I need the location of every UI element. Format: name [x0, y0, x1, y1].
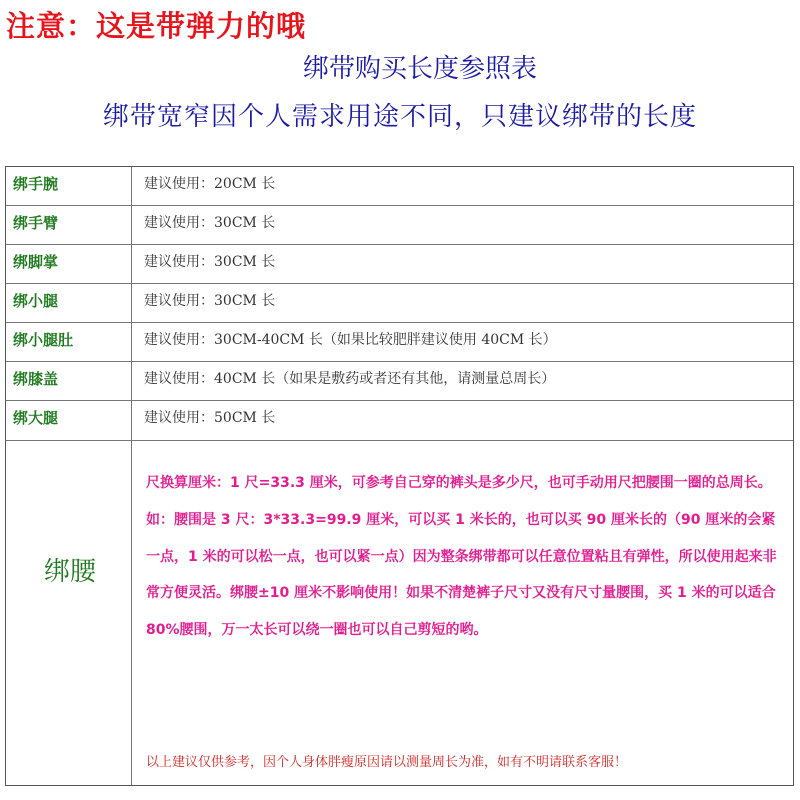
table-row — [6, 284, 793, 323]
disclaimer-note: 以上建议仅供参考，因个人身体胖瘦原因请以测量周长为准，如有不明请联系客服！ — [146, 755, 628, 770]
row-value: 建议使用：30CM 长 — [144, 293, 276, 309]
table-row — [6, 362, 793, 401]
row-value: 建议使用：20CM 长 — [144, 176, 276, 192]
table-row — [6, 167, 793, 206]
row-value: 建议使用：30CM 长 — [144, 215, 276, 231]
row-value: 建议使用：30CM-40CM 长（如果比较肥胖建议使用 40CM 长） — [144, 332, 557, 348]
table-row — [6, 401, 793, 441]
row-label: 绑大腿 — [6, 401, 132, 440]
row-value: 建议使用：50CM 长 — [144, 410, 276, 426]
row-value: 建议使用：30CM 长 — [144, 254, 276, 270]
waist-label-cell — [6, 441, 132, 785]
page-title: 绑带购买长度参照表 — [302, 54, 537, 84]
table-row — [6, 245, 793, 284]
waist-label: 绑腰 — [44, 557, 97, 587]
table-row — [6, 323, 793, 362]
table-row — [6, 206, 793, 245]
row-label: 绑小腿肚 — [6, 323, 132, 361]
row-label: 绑脚掌 — [6, 245, 132, 283]
row-label: 绑手腕 — [6, 167, 132, 205]
length-reference-table — [5, 166, 794, 786]
row-label: 绑膝盖 — [6, 362, 132, 400]
row-label: 绑小腿 — [6, 284, 132, 322]
row-label: 绑手臂 — [6, 206, 132, 244]
row-value: 建议使用：40CM 长（如果是敷药或者还有其他，请测量总周长） — [144, 371, 556, 387]
waist-instructions: 尺换算厘米：1 尺=33.3 厘米，可参考自己穿的裤头是多少尺，也可手动用尺把腰围一圈的总周长。如：腰围是 3 尺：3*33.3=99.9 厘米，可以买 1 米长的，也可以买 90 厘米长的（90 厘米的会紧一点，1 米的可以松一点，也可以紧一点）因为整条绑带都可以任意位置粘且有弹性，所以使用起来非常方便灵活。绑腰±10 厘米不影响使用！如果不清楚裤子尺寸又没有尺寸量腰围，买 1 米的可以适合 80%腰围，万一太长可以绕一圈也可以自己剪短的哟。 — [146, 475, 777, 639]
page-subtitle: 绑带宽窄因个人需求用途不同，只建议绑带的长度 — [102, 102, 697, 132]
notice-heading: 注意：这是带弹力的哦 — [6, 9, 307, 43]
